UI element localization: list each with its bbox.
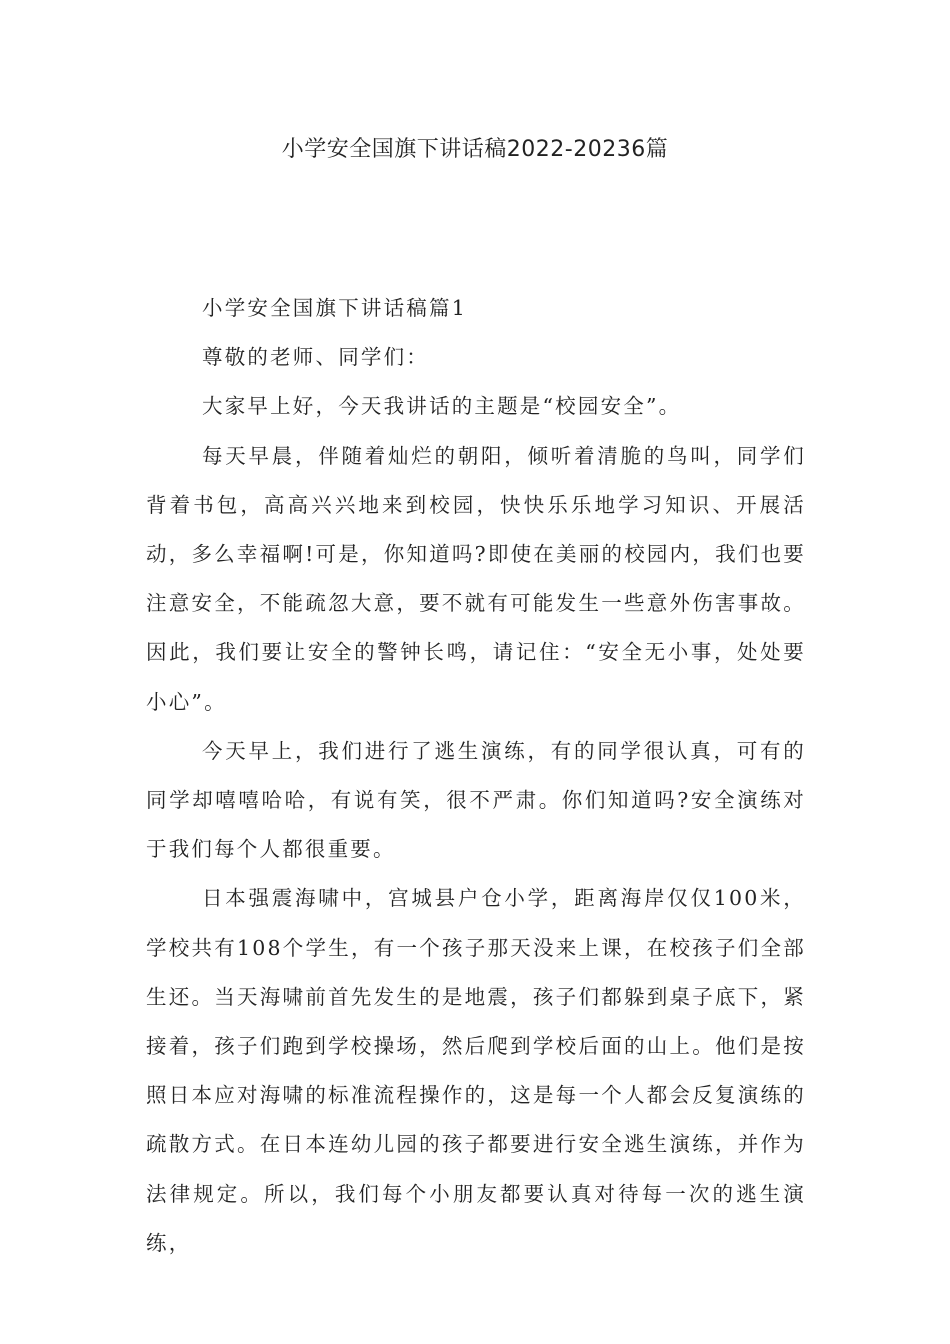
document-body — [146, 284, 806, 1268]
paragraph-greeting: 大家早上好，今天我讲话的主题是“校园安全”。 — [202, 394, 682, 419]
paragraph-salutation: 尊敬的老师、同学们： — [202, 345, 429, 370]
document-title: 小学安全国旗下讲话稿2022-20236篇 — [281, 137, 669, 162]
paragraph-morning-campus: 每天早晨，伴随着灿烂的朝阳，倾听着清脆的鸟叫，同学们背着书包，高高兴兴地来到校园，快快乐乐地学习知识、开展活动，多么幸福啊!可是，你知道吗?即使在美丽的校园内，我们也要注意安全，不能疏忽大意，要不就有可能发生一些意外伤害事故。因此，我们要让安全的警钟长鸣，请记住：“安全无小事，处处要小心”。 — [146, 443, 806, 714]
paragraph-japan-example: 日本强震海啸中，宫城县户仓小学，距离海岸仅仅100米，学校共有108个学生，有一个孩子那天没来上课，在校孩子们全部生还。当天海啸前首先发生的是地震，孩子们都躲到桌子底下，紧接着，孩子们跑到学校操场，然后爬到学校后面的山上。他们是按照日本应对海啸的标准流程操作的，这是每一个人都会反复演练的疏散方式。在日本连幼儿园的孩子都要进行安全逃生演练，并作为法律规定。所以，我们每个小朋友都要认真对待每一次的逃生演练， — [146, 886, 806, 1255]
paragraph-drill: 今天早上，我们进行了逃生演练，有的同学很认真，可有的同学却嘻嘻哈哈，有说有笑，很不严肃。你们知道吗?安全演练对于我们每个人都很重要。 — [146, 738, 806, 862]
paragraph-speech-heading: 小学安全国旗下讲话稿篇1 — [202, 296, 467, 320]
